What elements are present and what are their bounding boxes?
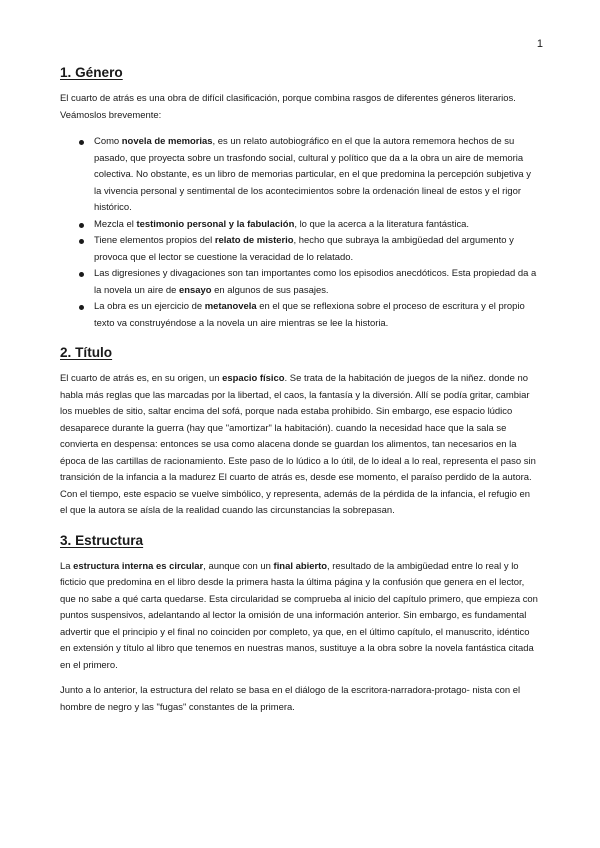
bullet-icon [79,223,84,228]
estructura-paragraph-2: Junto a lo anterior, la estructura del relato se basa en el diálogo de la escritora-narradora-protago- nista con el hombre de negro y las "fugas" constantes de la primera. [60,685,521,713]
genero-intro: El cuarto de atrás es una obra de difícil clasificación, porque combina rasgos de diferentes géneros literarios. Veámoslos brevemente: [60,93,516,121]
bullet-icon [79,239,84,244]
page-number: 1 [536,38,543,50]
list-item: Como novela de memorias, es un relato autobiográfico en el que la autora rememora hechos de su pasado, que proyecta sobre un trasfondo social, cultural y político que da a la obra un aire de memoria colectiva. No obstante, es un libro de memorias particular, en el que predomina la percepción subjetiva y la vivencia personal y sentimental de los acontecimientos sobre la ordenación lineal de estos y el rigor histórico. [60,134,540,217]
genero-bullet-list [60,134,540,332]
document-body [60,64,540,726]
bullet-icon [79,305,84,310]
section-heading-genero: 1. Género [60,65,123,80]
bullet-icon [79,272,84,277]
estructura-paragraph-1: La estructura interna es circular, aunque con un final abierto, resultado de la ambigüedad entre lo real y lo ficticio que predomina en el libro desde la primera hasta la última página y la confusión que genera en el lector, que no sabe a qué carta quedarse. Esta circularidad se comprueba al inicio del capítulo primero, que empieza con puntos suspensivos, adelantando al lector la omisión de una información anterior. Sin embargo, es fundamental advertir que el principio y el final no coinciden por completo, ya que, en el último capítulo, el manuscrito, idéntico en extensión y título al libro que tenemos en nuestras manos, sustituye a la obra sobre la novela fantástica citada en el primero. [60,560,538,671]
section-heading-titulo: 2. Título [60,345,113,360]
section-heading-estructura: 3. Estructura [60,532,144,548]
titulo-paragraph: El cuarto de atrás es, en su origen, un espacio físico. Se trata de la habitación de juegos de la niñez. donde no habla más reglas que las marcadas por la libertad, el caos, la fantasía y la diversión. Allí se podía gritar, cambiar los muebles de sitio, saltar encima del sofá, porque nada estaba prohibido. Sin embargo, ese espacio lúdico desaparece durante la guerra (hay que "amortizar" la habitación). cuando la necesidad hace que la sala se convierta en despensa: entonces se usa como alacena donde se guardan los alimentos, tan necesarios en la época de las cartillas de racionamiento. Este paso de lo lúdico a lo útil, de lo ideal a lo real, representa el paso sin transición de la infancia a la madurez El cuarto de atrás es, desde ese momento, el paraíso perdido de la autora. Con el tiempo, este espacio se vuelve simbólico, y representa, además de la pérdida de la infancia, el refugio en el que la autora se aísla de la realidad cuando las circunstancias la sobrepasan. [60,373,536,516]
list-item: La obra es un ejercicio de metanovela en el que se reflexiona sobre el proceso de escritura y el propio texto va construyéndose a la novela un aire mientras se lee la historia. [60,299,540,332]
list-item: Tiene elementos propios del relato de misterio, hecho que subraya la ambigüedad del argumento y provoca que el lector se cuestione la veracidad de lo relatado. [60,233,540,266]
list-item: Mezcla el testimonio personal y la fabulación, lo que la acerca a la literatura fantástica. [60,217,540,234]
bullet-icon [79,140,84,145]
list-item: Las digresiones y divagaciones son tan importantes como los episodios anecdóticos. Esta propiedad da a la novela un aire de ensayo en algunos de sus pasajes. [60,266,540,299]
